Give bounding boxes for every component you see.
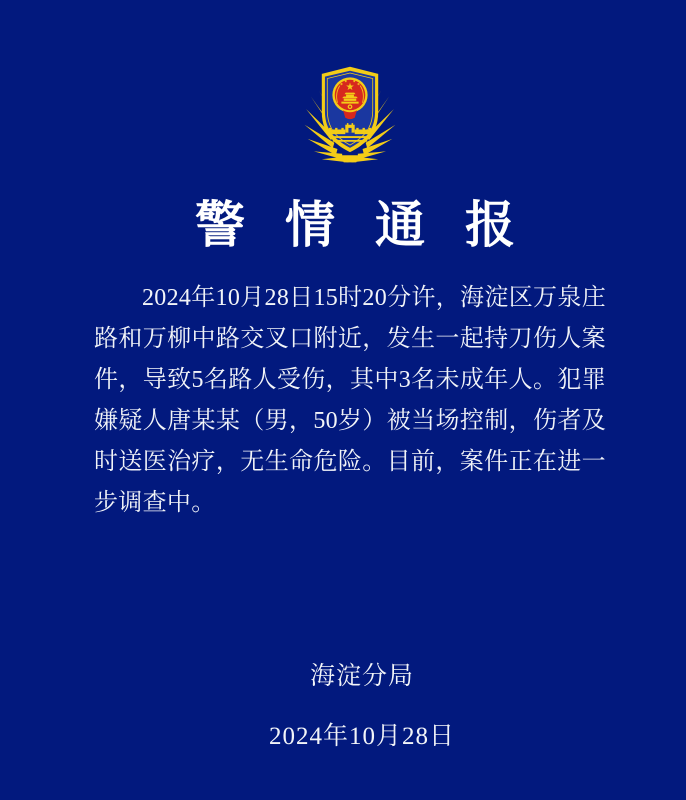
- issue-date: 2024年10月28日: [268, 723, 455, 750]
- police-badge-emblem: [303, 62, 397, 164]
- wreath-base: [341, 155, 360, 162]
- police-badge-icon: [303, 62, 397, 164]
- notice-footer: [0, 662, 686, 752]
- notice-body-paragraph: 2024年10月28日15时20分许，海淀区万泉庄路和万柳中路交叉口附近，发生一起持刀伤人案件，导致5名路人受伤，其中3名未成年人。犯罪嫌疑人唐某某（男，50岁）被当场控制，伤者及时送医治疗，无生命危险。目前，案件正在进一步调查中。: [94, 285, 606, 516]
- issuing-organization: 海淀分局: [309, 663, 414, 690]
- notice-title: 警情通报: [195, 197, 555, 253]
